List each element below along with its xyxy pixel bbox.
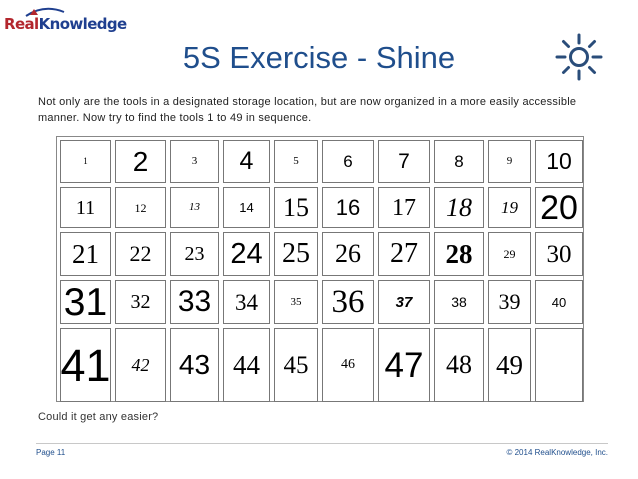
grid-cell: 18 [434,187,484,228]
number-grid [56,136,584,402]
grid-cell: 2 [115,140,166,183]
grid-cell: 23 [170,232,219,276]
grid-cell: 42 [115,328,166,402]
grid-cell: 15 [274,187,318,228]
grid-cell: 16 [322,187,374,228]
grid-cell: 14 [223,187,270,228]
logo-swoosh-icon [4,6,116,38]
grid-cell: 40 [535,280,583,324]
grid-cell: 20 [535,187,583,228]
grid-cell: 11 [60,187,111,228]
grid-cell: 26 [322,232,374,276]
grid-cell: 25 [274,232,318,276]
grid-cell: 10 [535,140,583,183]
grid-cell: 41 [60,328,111,402]
grid-cell: 4 [223,140,270,183]
company-logo [4,6,127,38]
grid-cell: 33 [170,280,219,324]
sun-icon [554,32,604,82]
grid-cell: 32 [115,280,166,324]
grid-cell: 13 [170,187,219,228]
footer-divider [36,443,608,444]
grid-cell: 49 [488,328,531,402]
grid-cell: 34 [223,280,270,324]
slide-title: 5S Exercise - Shine [182,40,456,75]
logo-text-knowledge: Knowledge [38,15,127,33]
grid-cell: 12 [115,187,166,228]
intro-paragraph: Not only are the tools in a designated storage location, but are now organized in a more easily accessible manner. Now try to find the tools 1 to 49 in sequence. [38,96,577,124]
grid-cell: 27 [378,232,430,276]
closing-question: Could it get any easier? [38,411,159,423]
grid-cell: 6 [322,140,374,183]
grid-cell [535,328,583,402]
grid-cell: 35 [274,280,318,324]
grid-cell: 30 [535,232,583,276]
grid-cell: 39 [488,280,531,324]
grid-cell: 43 [170,328,219,402]
grid-cell: 38 [434,280,484,324]
grid-cell: 44 [223,328,270,402]
grid-cell: 37 [378,280,430,324]
page-number: Page 11 [36,448,66,457]
grid-cell: 19 [488,187,531,228]
grid-cell: 1 [60,140,111,183]
grid-cell: 45 [274,328,318,402]
grid-cell: 29 [488,232,531,276]
grid-cell: 3 [170,140,219,183]
grid-cell: 48 [434,328,484,402]
grid-cell: 22 [115,232,166,276]
copyright-notice: © 2014 RealKnowledge, Inc. [506,448,608,457]
grid-cell: 9 [488,140,531,183]
grid-cell: 24 [223,232,270,276]
grid-cell: 21 [60,232,111,276]
grid-cell: 17 [378,187,430,228]
grid-cell: 46 [322,328,374,402]
grid-cell: 5 [274,140,318,183]
grid-cell: 36 [322,280,374,324]
grid-cell: 8 [434,140,484,183]
grid-cell: 7 [378,140,430,183]
grid-cell: 28 [434,232,484,276]
grid-cell: 47 [378,328,430,402]
grid-cell: 31 [60,280,111,324]
logo-text-real: Real [4,15,39,33]
